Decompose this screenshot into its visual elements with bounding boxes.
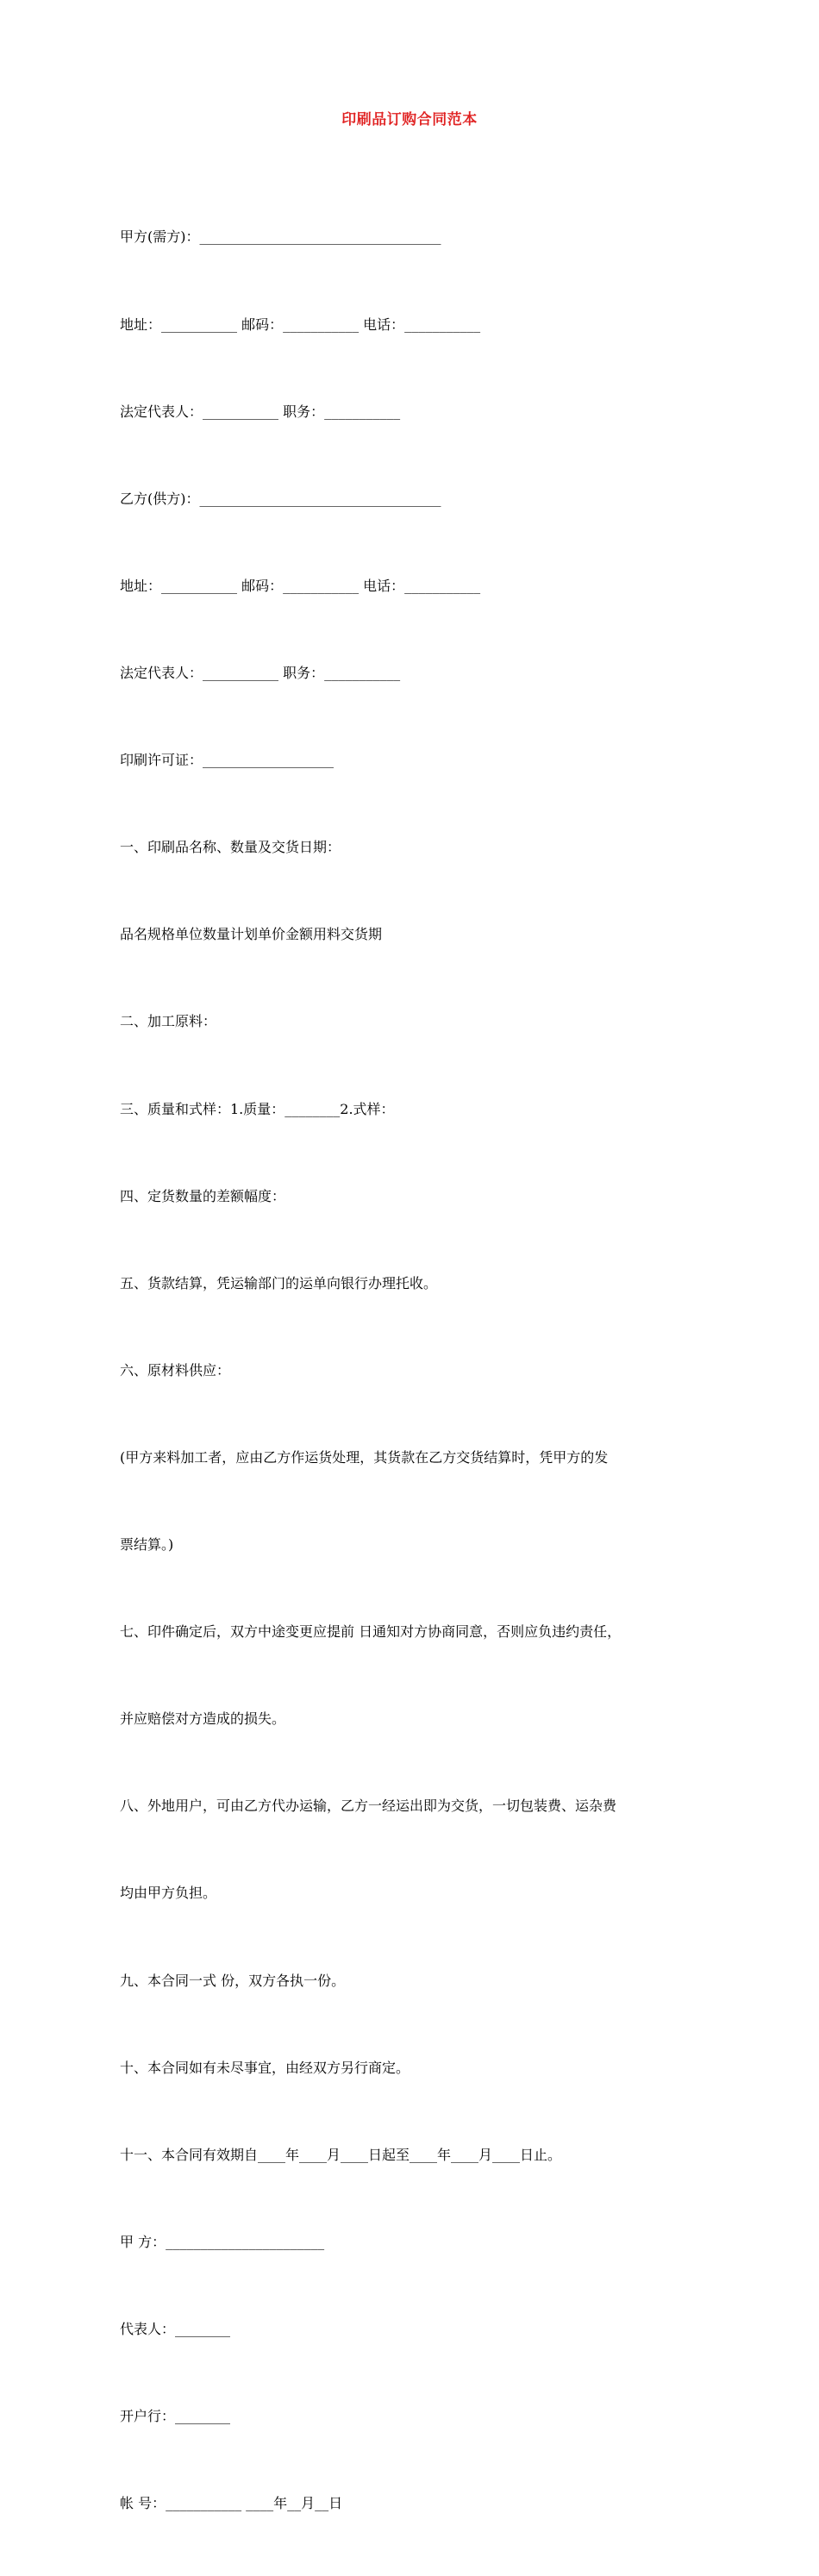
clause-8-line-2: 均由甲方负担。 — [120, 1885, 217, 1902]
printing-license-line: 印刷许可证：___________________ — [120, 752, 334, 769]
clause-3: 三、质量和式样：1.质量：________2.式样： — [120, 1100, 395, 1117]
contract-body — [120, 165, 706, 2576]
party-a-line: 甲方(需方)：___________________________________ — [120, 228, 441, 246]
clause-8-line-1: 八、外地用户，可由乙方代办运输，乙方一经运出即为交货，一切包装费、运杂费 — [120, 1798, 617, 1815]
clause-7-line-2: 并应赔偿对方造成的损失。 — [120, 1710, 286, 1728]
clause-6-note-line-2: 票结算。) — [120, 1536, 174, 1554]
clause-11: 十一、本合同有效期自____年____月____日起至____年____月____日止。 — [120, 2146, 562, 2163]
party-b-line: 乙方(供方)：___________________________________ — [120, 490, 441, 507]
signature-representative: 代表人：________ — [120, 2321, 231, 2338]
clause-2: 二、加工原料： — [120, 1013, 217, 1030]
party-a-representative-line: 法定代表人：___________ 职务：___________ — [120, 403, 401, 420]
clause-6: 六、原材料供应： — [120, 1361, 231, 1379]
clause-7-line-1: 七、印件确定后，双方中途变更应提前 日通知对方协商同意，否则应负违约责任， — [120, 1623, 622, 1641]
party-a-address-line: 地址：___________ 邮码：___________ 电话：___________ — [120, 316, 481, 333]
clause-10: 十、本合同如有未尽事宜，由经双方另行商定。 — [120, 2059, 410, 2076]
signature-account-date: 帐 号：___________ ____年__月__日 — [120, 2495, 343, 2512]
clause-5: 五、货款结算，凭运输部门的运单向银行办理托收。 — [120, 1274, 438, 1291]
document-title: 印刷品订购合同范本 — [341, 111, 478, 128]
clause-9: 九、本合同一式 份，双方各执一份。 — [120, 1972, 346, 1989]
clause-1-columns: 品名规格单位数量计划单价金额用料交货期 — [120, 926, 383, 943]
clause-1-heading: 一、印刷品名称、数量及交货日期： — [120, 839, 341, 856]
party-b-representative-line: 法定代表人：___________ 职务：___________ — [120, 664, 401, 681]
party-b-address-line: 地址：___________ 邮码：___________ 电话：___________ — [120, 577, 481, 594]
signature-bank: 开户行：________ — [120, 2408, 231, 2425]
clause-6-note-line-1: (甲方来料加工者，应由乙方作运货处理，其货款在乙方交货结算时，凭甲方的发 — [120, 1448, 609, 1466]
clause-4: 四、定货数量的差额幅度： — [120, 1187, 286, 1204]
signature-party-a: 甲 方：_______________________ — [120, 2233, 325, 2250]
